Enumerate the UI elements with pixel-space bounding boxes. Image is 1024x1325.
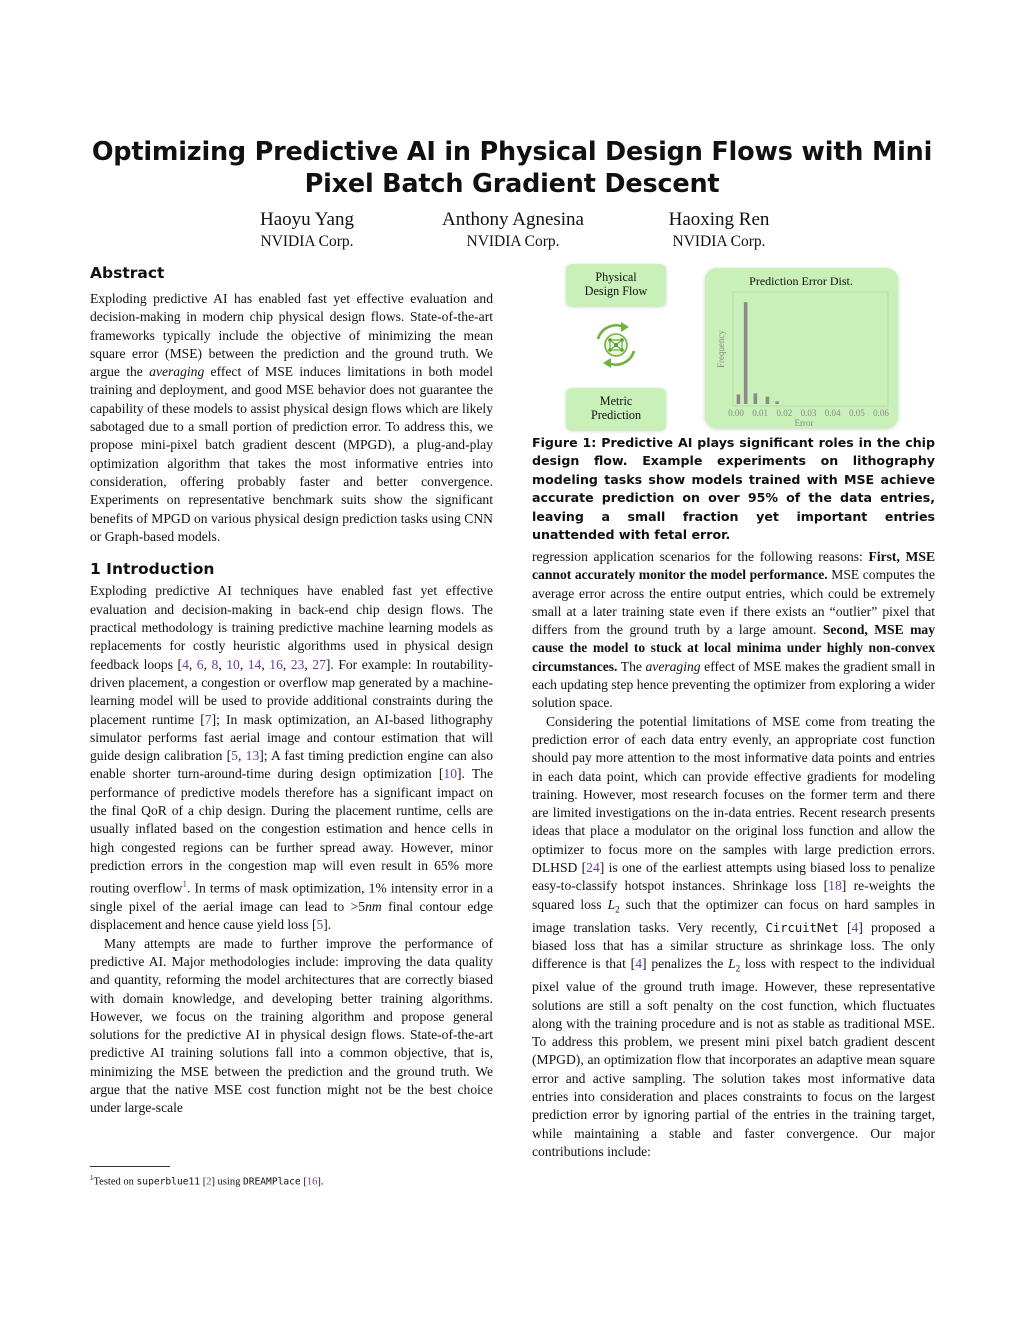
citation-link[interactable]: 23 <box>290 656 305 672</box>
citation-link[interactable]: 4 <box>182 656 189 672</box>
footnote-marker[interactable]: 1 <box>182 879 187 890</box>
citation-link[interactable]: 10 <box>443 766 457 782</box>
citation-link[interactable]: 4 <box>851 919 859 935</box>
citation-link[interactable]: 2 <box>206 1176 212 1188</box>
histogram-bar <box>766 397 770 404</box>
plot-area <box>733 292 888 406</box>
error-distribution-chart-panel <box>705 268 898 428</box>
author-name: Anthony Agnesina <box>442 209 584 230</box>
citation-link[interactable]: 14 <box>247 656 262 672</box>
author-name: Haoxing Ren <box>668 209 770 230</box>
x-tick-label: 0.03 <box>800 408 817 418</box>
abstract-paragraph: Exploding predictive AI has enabled fast yet effective evaluation and decision-making in modern chip physical design flows. State-of-the-art frameworks typically include the objective of minimizing the mean square error (MSE) between the prediction and the ground truth. We argue the averaging effect of MSE induces limitations in both model training and deployment, and good MSE behavior does not guarantee the capability of these models to assist physical design flows which are likely sabotaged due to a small portion of prediction error. To address this, we propose mini-pixel batch gradient descent (MPGD), a plug-and-play optimization algorithm that takes the most informative entries into consideration, offering probably faster and better convergence. Experiments on representative benchmark suits show the significant benefits of MPGD on various physical design prediction tasks using CNN or Graph-based models. <box>90 291 493 544</box>
title-line-1: Optimizing Predictive AI in Physical Design Flows with Mini <box>91 137 933 167</box>
citation-link[interactable]: 27 <box>312 656 326 672</box>
paper-title <box>80 136 944 200</box>
left-column <box>90 290 493 1118</box>
citation-link[interactable]: 5 <box>316 917 324 933</box>
right-column <box>532 548 935 1161</box>
x-tick-label: 0.06 <box>873 408 889 418</box>
abstract-heading: Abstract <box>90 264 165 282</box>
right-paragraph-2: Considering the potential limitations of MSE come from treating the prediction error of each data entry evenly, an appropriate cost function should pay more attention to the most informative data points and entries in each data point, which can provide effective gradients for modeling training. However, most research focuses on the former term and there are limited investigations on the in-data entries. Recent research presents ideas that place a modulator on the original loss function and allow the optimizer to focus more on the samples with large prediction errors. DLHSD [24] is one of the earliest attempts using biased loss to penalize easy-to-classify hotspot instances. Shrinkage loss [18] re-weights the squared loss $L_2$ such that the optimizer can focus on hard samples in image translation tasks. Very recently, CircuitNet [4] proposed a biased loss that has a similar structure as shrinkage loss. The only difference is that [4] penalizes the $L_2$ loss with respect to the individual pixel value of the ground truth image. However, these representative solutions are still a soft penalty on the cost function, which fluctuates along with the training procedure and is not as stable as traditional MSE. To address this problem, we present mini pixel batch gradient descent (MPGD), an optimization flow that incorporates an adaptive mean square error and active sampling. The solution takes most informative data entries into consideration and places constraints to focus on the largest prediction error by ignoring partial of the entries in the training target, while maintaining a stable and faster convergence. Our major contributions include: <box>532 713 936 1159</box>
author-name: Haoyu Yang <box>260 209 354 230</box>
citation-link[interactable]: 10 <box>226 656 240 672</box>
y-axis-label: Frequency <box>716 330 726 368</box>
citation-link[interactable]: 7 <box>204 711 212 727</box>
metric-prediction-box: Metric Prediction <box>566 388 666 430</box>
chart-title: Prediction Error Dist. <box>749 274 853 288</box>
histogram-bar <box>737 394 741 404</box>
author-affiliation: NVIDIA Corp. <box>672 233 766 250</box>
x-tick-label: 0.00 <box>728 408 744 418</box>
citation-link[interactable]: 5 <box>231 748 238 764</box>
author-affiliation: NVIDIA Corp. <box>260 233 354 250</box>
intro-paragraph-2: Many attempts are made to further improve the performance of predictive AI. Major methodologies include: improving the data quality and quantity, reforming the model architectures that are correctly biased with domain knowledge, and developing better training algorithms. However, we focus on the training algorithm and propose general solutions for the predictive AI in physical design flows. State-of-the-art predictive AI training solutions fall into a common objective, that is, minimizing the MSE between the prediction and the ground truth. We argue that the native MSE cost function might not be the best choice under large-scale <box>90 935 493 1116</box>
intro-paragraph-1: Exploding predictive AI techniques have enabled fast yet effective evaluation and decision-making in back-end chip design flows. The practical methodology is training predictive machine learning models as replacements for costly heuristic algorithms used in physical design feedback loops [4, 6, 8, 10, 14, 16, 23, 27]. For example: In routability-driven placement, a congestion or overflow map generated by a machine-learning model will be used to provide additional constraints during the placement runtime [7]; In mask optimization, an AI-based lithography simulator performs fast aerial image and contour estimation that will guide design calibration [5, 13]; A fast timing prediction engine can also enable shorter turn-around-time during design optimization [10]. The performance of predictive models therefore has a significant impact on the final QoR of a chip design. During the placement runtime, cells are usually inflated based on the congestion estimation and hence cells in high congested regions can be further spread away. However, minor prediction errors in the congestion map will even result in 65% more routing overflow$^1$. In terms of mask optimization, 1% intensity error in a single pixel of the aerial image can lead to >5nm final contour edge displacement and hence cause yield loss [5]. <box>90 583 494 933</box>
citation-link[interactable]: 13 <box>245 748 260 764</box>
author-affiliation: NVIDIA Corp. <box>466 233 560 250</box>
citation-link[interactable]: 4 <box>635 956 642 972</box>
citation-link[interactable]: 24 <box>586 860 600 876</box>
author-2 <box>393 208 633 252</box>
histogram-bar <box>775 401 779 404</box>
histogram-bar <box>754 393 758 404</box>
x-tick-label: 0.05 <box>848 408 865 418</box>
x-tick-label: 0.02 <box>776 408 793 418</box>
citation-link[interactable]: 16 <box>269 656 283 672</box>
x-tick-label: 0.04 <box>824 408 841 418</box>
citation-link[interactable]: 8 <box>211 656 219 672</box>
error-distribution-chart <box>705 268 898 428</box>
citation-link[interactable]: 16 <box>306 1176 318 1188</box>
footnote-rule <box>90 1166 170 1167</box>
figure-1-caption: Figure 1: Predictive AI plays significant roles in the chip design flow. Example experiments on lithography modeling tasks show models trained with MSE achieve accurate prediction on over 95% of the data entries, leaving a small fraction yet important entries unattended with fetal error. <box>532 435 935 543</box>
introduction-heading: 1 Introduction <box>90 560 215 579</box>
author-1 <box>187 208 427 252</box>
footnote: $^1$Tested on superblue11 [2] using DREAMPlace [16]. <box>90 1174 324 1188</box>
right-paragraph-1: regression application scenarios for the following reasons: First, MSE cannot accurately monitor the model performance. MSE computes the average error across the entire output entries, which could be extremely small at a later training state even if there exists an “outlier” pixel that differs from the ground truth by a large amount. Second, MSE may cause the model to stuck at local minima under highly non-convex circumstances. The averaging effect of MSE makes the gradient small in each updating step hence preventing the optimizer from exploring a wider solution space. <box>532 549 936 711</box>
histogram-bar <box>744 302 748 404</box>
title-line-2: Pixel Batch Gradient Descent <box>304 169 720 199</box>
citation-link[interactable]: 6 <box>196 656 204 672</box>
citation-link[interactable]: 18 <box>828 878 842 894</box>
cycle-neural-network-icon <box>590 319 642 371</box>
figure-1 <box>560 264 900 432</box>
x-axis-label: Error <box>794 418 814 428</box>
physical-design-flow-box: Physical Design Flow <box>566 264 666 306</box>
author-3 <box>599 208 839 252</box>
x-tick-label: 0.01 <box>752 408 769 418</box>
